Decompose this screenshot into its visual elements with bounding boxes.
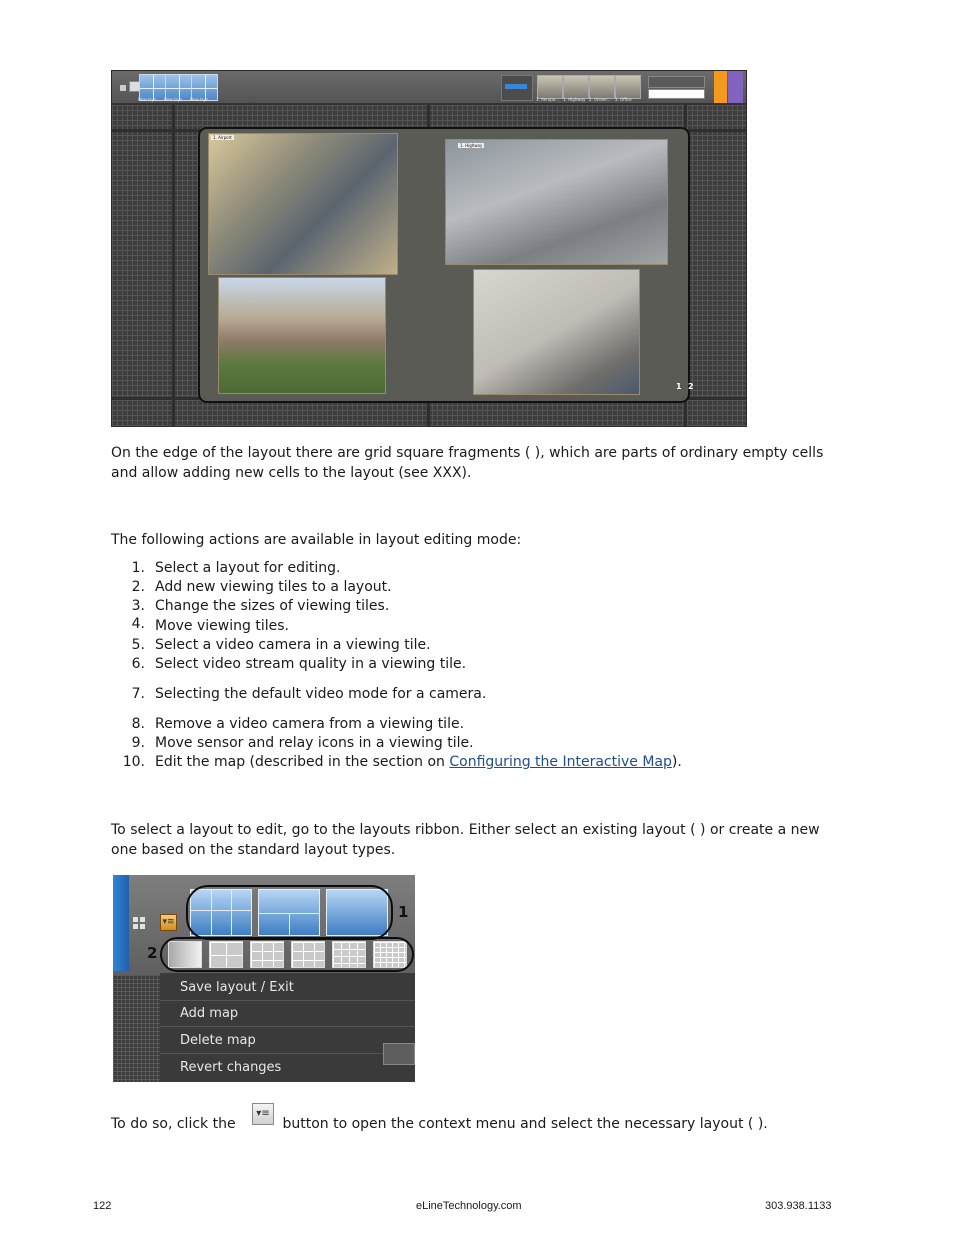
menu-item-save-layout: Save layout / Exit [160, 975, 415, 1001]
alarm-button [714, 71, 727, 103]
camera-label: 3. Aeropo... [536, 97, 559, 102]
callout-oval-1 [186, 885, 393, 940]
interactive-map-link[interactable]: Configuring the Interactive Map [449, 754, 672, 770]
callout-oval-2 [160, 937, 414, 972]
cell-number: 2 [688, 382, 694, 391]
ribbon-search-field [648, 76, 705, 88]
ribbon-search-input [648, 89, 705, 99]
paragraph-text-before: To do so, click the [111, 1116, 236, 1132]
context-menu [160, 973, 415, 1082]
layout-thumbnail-label: New layo... [164, 97, 187, 102]
page-number: 122 [93, 1200, 112, 1212]
ribbon-side-bar [113, 875, 129, 971]
footer-website: eLineTechnology.com [416, 1200, 522, 1212]
camera-thumbnail-1 [537, 75, 563, 99]
camera-thumbnail-4 [615, 75, 641, 99]
paragraph-text-after: button to open the context menu and select the necessary layout ( ). [282, 1116, 768, 1132]
layout-grid-icon [133, 917, 145, 929]
ribbon-selected-indicator [505, 84, 527, 89]
callout-number: 2 [147, 944, 158, 962]
viewing-tile-airport [208, 133, 398, 275]
layout-icon [383, 1043, 415, 1065]
footer-phone: 303.938.1133 [765, 1200, 832, 1212]
tile-label: 1. Airport [213, 135, 232, 140]
context-menu-icon: ▾≡ [252, 1103, 274, 1125]
paragraph-click-button [111, 1114, 841, 1134]
settings-button [728, 71, 743, 103]
context-menu-button: ▾≡ [160, 914, 177, 931]
camera-thumbnail-2 [563, 75, 589, 99]
paragraph-select-layout: To select a layout to edit, go to the layouts ribbon. Either select an existing layout ( ) or create a new one based on the standard layout types. [111, 822, 820, 858]
camera-label: 3. Office [615, 97, 632, 102]
viewing-tile-highway [445, 139, 668, 265]
viewing-tile-university [218, 277, 386, 394]
paragraph-actions-intro: The following actions are available in layout editing mode: [111, 532, 522, 548]
camera-label: 2. Univer... [589, 97, 611, 102]
camera-thumbnail-3 [589, 75, 615, 99]
grid-background [113, 975, 160, 1082]
cell-number: 1 [676, 382, 682, 391]
layout-thumbnail-label: New layo... [138, 97, 161, 102]
ribbon-layout-grid-icon [120, 85, 126, 91]
viewing-tile-office [473, 269, 640, 395]
tile-label: 1. Highway [460, 143, 483, 148]
layout-editor-screenshot [111, 70, 747, 427]
layout-thumbnail-label: New layo... [190, 97, 213, 102]
paragraph-grid-fragments: On the edge of the layout there are grid square fragments ( ), which are parts of ordinary empty cells and allow adding new cells to the layout (see XXX). [111, 445, 824, 481]
camera-label: 1. Highway [563, 97, 586, 102]
menu-item-add-map: Add map [160, 1001, 415, 1027]
callout-number: 1 [398, 903, 409, 921]
layout-types-screenshot [113, 875, 415, 1082]
menu-item-revert-changes: Revert changes [180, 1060, 282, 1075]
grid-divider [172, 105, 175, 427]
menu-item-delete-map: Delete map [160, 1028, 415, 1054]
